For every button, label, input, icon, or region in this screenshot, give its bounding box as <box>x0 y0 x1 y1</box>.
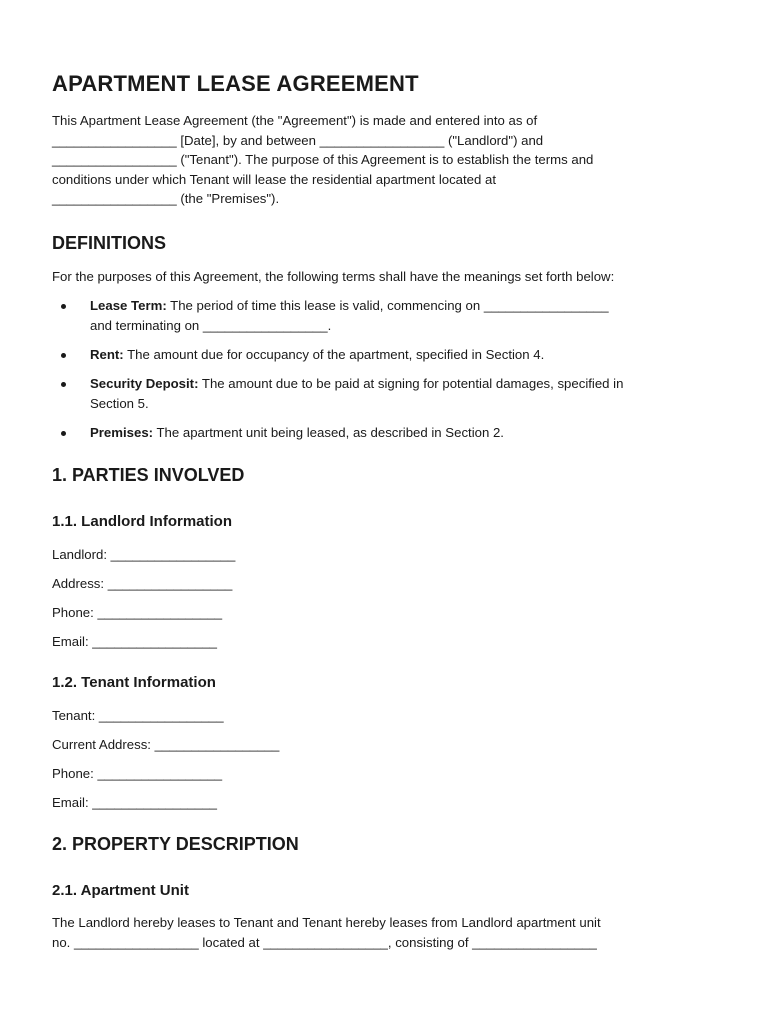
intro-line: conditions under which Tenant will lease the residential apartment located at <box>52 171 497 187</box>
definition-text: Section 5. <box>90 395 149 411</box>
definition-text: The apartment unit being leased, as described in Section 2. <box>153 425 504 440</box>
bullet-icon <box>61 382 66 387</box>
parties-heading: 1. PARTIES INVOLVED <box>52 465 245 485</box>
definition-text: and terminating on _________________. <box>90 317 332 333</box>
bullet-icon <box>61 304 66 309</box>
tenant-phone-field: Phone: _________________ <box>52 766 223 781</box>
paragraph-line: The Landlord hereby leases to Tenant and Tenant hereby leases from Landlord apartment unit <box>52 915 601 930</box>
landlord-email-field: Email: _________________ <box>52 634 217 649</box>
definition-text: The amount due for occupancy of the apartment, specified in Section 4. <box>123 347 545 362</box>
definition-term: Lease Term: <box>90 298 167 313</box>
property-heading: 2. PROPERTY DESCRIPTION <box>52 834 299 854</box>
intro-line: _________________ (the "Premises"). <box>52 191 280 206</box>
tenant-address-field: Current Address: _________________ <box>52 737 280 752</box>
intro-paragraph <box>52 111 712 209</box>
apartment-unit-paragraph <box>52 913 722 952</box>
definition-text: The amount due to be paid at signing for potential damages, specified in <box>198 376 624 391</box>
paragraph-line: no. _________________ located at _________________, consisting of _________________ <box>52 934 597 950</box>
landlord-phone-field: Phone: _________________ <box>52 605 223 620</box>
bullet-icon <box>61 353 66 358</box>
definition-term: Security Deposit: <box>90 376 199 391</box>
landlord-info-heading: 1.1. Landlord Information <box>52 513 233 530</box>
definitions-heading: DEFINITIONS <box>52 233 167 253</box>
definition-term: Premises: <box>90 425 154 440</box>
definition-term: Rent: <box>90 347 124 362</box>
tenant-info-heading: 1.2. Tenant Information <box>52 674 216 691</box>
landlord-address-field: Address: _________________ <box>52 576 233 591</box>
intro-line: _________________ [Date], by and between _________________ ("Landlord") and <box>52 132 544 148</box>
tenant-name-field: Tenant: _________________ <box>52 708 224 723</box>
intro-line: _________________ ("Tenant"). The purpose of this Agreement is to establish the terms and <box>52 152 594 167</box>
document-title: APARTMENT LEASE AGREEMENT <box>52 71 419 96</box>
bullet-icon <box>61 431 66 436</box>
definition-text: The period of time this lease is valid, commencing on _________________ <box>166 298 609 313</box>
intro-line: This Apartment Lease Agreement (the "Agreement") is made and entered into as of <box>52 113 538 128</box>
apartment-unit-heading: 2.1. Apartment Unit <box>52 882 189 899</box>
landlord-name-field: Landlord: _________________ <box>52 547 236 562</box>
definitions-lead: For the purposes of this Agreement, the following terms shall have the meanings set forth below: <box>52 269 615 284</box>
tenant-email-field: Email: _________________ <box>52 795 217 810</box>
